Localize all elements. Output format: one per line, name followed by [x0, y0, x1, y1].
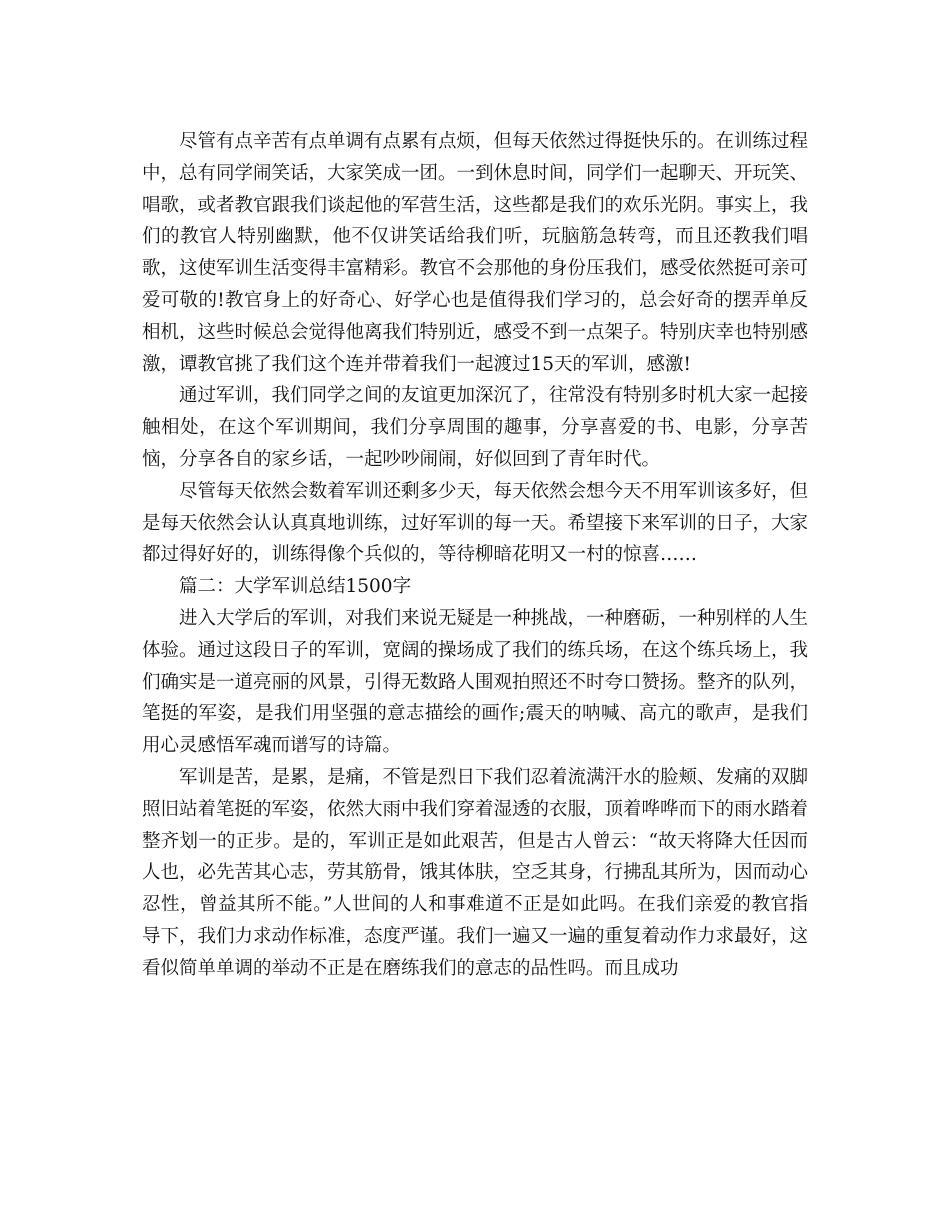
paragraph-1: 尽管有点辛苦有点单调有点累有点烦，但每天依然过得挺快乐的。在训练过程中，总有同学闹笑话，大家笑成一团。一到休息时间，同学们一起聊天、开玩笑、唱歌，或者教官跟我们谈起他的军营生活，这些都是我们的欢乐光阴。事实上，我们的教官人特别幽默，他不仅讲笑话给我们听，玩脑筋急转弯，而且还教我们唱歌，这使军训生活变得丰富精彩。教官不会那他的身份压我们，感受依然挺可亲可爱可敬的!教官身上的好奇心、好学心也是值得我们学习的，总会好奇的摆弄单反相机，这些时候总会觉得他离我们特别近，感受不到一点架子。特别庆幸也特别感激，谭教官挑了我们这个连并带着我们一起渡过15天的军训，感激!	[142, 131, 809, 375]
paragraph-4: 进入大学后的军训，对我们来说无疑是一种挑战，一种磨砺，一种别样的人生体验。通过这段日子的军训，宽阔的操场成了我们的练兵场，在这个练兵场上，我们确实是一道亮丽的风景，引得无数路人围观拍照还不时夸口赞扬。整齐的队列，笔挺的军姿，是我们用坚强的意志描绘的画作;震天的呐喊、高亢的歌声，是我们用心灵感悟军魂而谱写的诗篇。	[142, 607, 809, 757]
document-body	[142, 126, 808, 985]
paragraph-2: 通过军训，我们同学之间的友谊更加深沉了，往常没有特别多时机大家一起接触相处，在这个军训期间，我们分享周围的趣事，分享喜爱的书、电影，分享苦恼，分享各自的家乡话，一起吵吵闹闹，好似回到了青年时代。	[142, 385, 809, 470]
paragraph-3: 尽管每天依然会数着军训还剩多少天，每天依然会想今天不用军训该多好，但是每天依然会认认真真地训练，过好军训的每一天。希望接下来军训的日子，大家都过得好好的，训练得像个兵似的，等待柳暗花明又一村的惊喜……	[142, 480, 809, 566]
paragraph-5: 军训是苦，是累，是痛，不管是烈日下我们忍着流满汗水的脸颊、发痛的双脚照旧站着笔挺的军姿，依然大雨中我们穿着湿透的衣服，顶着哗哗而下的雨水踏着整齐划一的正步。是的，军训正是如此艰苦，但是古人曾云：“故天将降大任因而人也，必先苦其心志，劳其筋骨，饿其体肤，空乏其身，行拂乱其所为，因而动心忍性，曾益其所不能。”人世间的人和事难道不正是如此吗。在我们亲爱的教官指导下，我们力求动作标准，态度严谨。我们一遍又一遍的重复着动作力求最好，这看似简单单调的举动不正是在磨练我们的意志的品性吗。而且成功	[142, 766, 809, 979]
section-heading: 篇二：大学军训总结1500字	[179, 576, 412, 598]
